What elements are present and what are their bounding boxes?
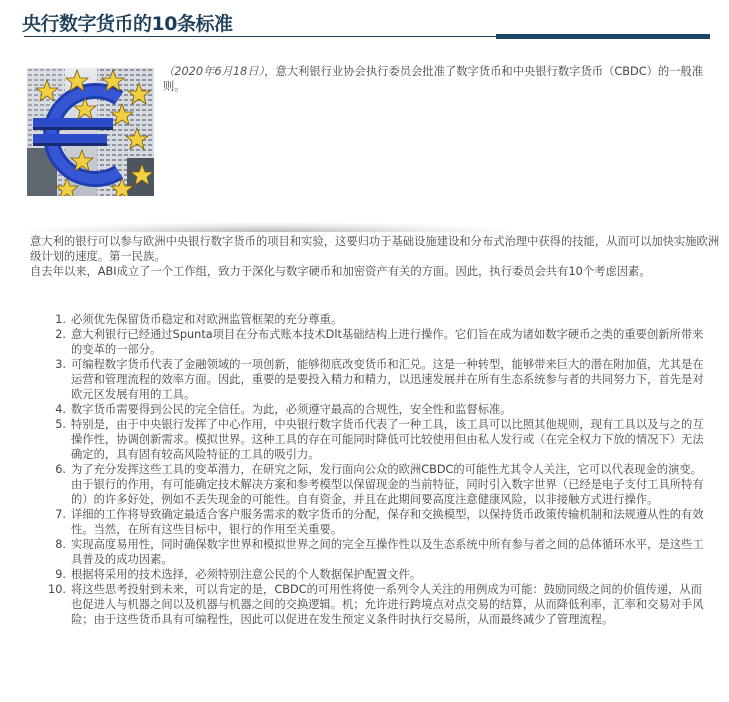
list-item	[30, 567, 710, 582]
item-number: 6.	[55, 463, 66, 476]
section-divider	[20, 222, 515, 232]
criteria-list	[30, 312, 710, 627]
list-item	[30, 312, 710, 327]
title-underline	[24, 36, 496, 37]
item-number: 7.	[55, 508, 66, 521]
item-number: 4.	[55, 403, 66, 416]
item-number: 1.	[55, 313, 66, 326]
item-text: 实现高度易用性，同时确保数字世界和模拟世界之间的完全互操作性以及生态系统中所有参与者之间的总体循环水平，是这些工具普及的成功因素。	[71, 538, 704, 566]
title-accent-bar	[496, 34, 710, 39]
item-text: 必须优先保留货币稳定和对欧洲监管框架的充分尊重。	[71, 313, 343, 326]
item-number: 2.	[55, 328, 66, 341]
body-text	[30, 234, 720, 279]
list-item	[30, 582, 710, 627]
euro-sign-image	[27, 68, 154, 196]
list-item	[30, 462, 710, 507]
page-title: 央行数字货币的10条标准	[22, 13, 233, 35]
item-number: 9.	[55, 568, 66, 581]
list-item	[30, 537, 710, 567]
item-number: 5.	[55, 418, 66, 431]
publish-date: （2020年6月18日）	[163, 65, 265, 78]
body-paragraph: 自去年以来，ABI成立了一个工作组，致力于深化与数字硬币和加密资产有关的方面。因此，执行委员会共有10个考虑因素。	[30, 265, 651, 278]
item-text: 为了充分发挥这些工具的变革潜力，在研究之际，发行面向公众的欧洲CBDC的可能性尤其令人关注，它可以代表现金的演变。由于银行的作用，有可能确定技术解决方案和参考模型以保留现金的当前特征，同时引入数字世界（已经是电子支付工具所特有的）的许多好处，例如不丢失现金的可能性。自有资金，并且在此期间要高度注意健康风险，以非接触方式进行操作。	[71, 463, 704, 506]
list-item	[30, 402, 710, 417]
item-text: 意大利银行已经通过Spunta项目在分布式账本技术Dlt基础结构上进行操作。它们旨在成为诸如数字硬币之类的重要创新所带来的变革的一部分。	[71, 328, 704, 356]
item-number: 8.	[55, 538, 66, 551]
list-item	[30, 327, 710, 357]
item-text: 可编程数字货币代表了金融领域的一项创新，能够彻底改变货币和汇兑。这是一种转型，能够带来巨大的潜在附加值，尤其是在运营和管理流程的效率方面。因此，重要的是要投入精力和精力，以迅速发展并在所有生态系统参与者的共同努力下，首先是对欧元区发展有用的工具。	[71, 358, 704, 401]
body-paragraph: 意大利的银行可以参与欧洲中央银行数字货币的项目和实验，这要归功于基础设施建设和分布式治理中获得的技能，从而可以加快实施欧洲级计划的速度。第一民族。	[30, 235, 720, 263]
item-text: 将这些思考投射到未来，可以肯定的是，CBDC的可用性将使一系列令人关注的用例成为可能：鼓励同级之间的价值传递，从而也促进人与机器之间以及机器与机器之间的交换逻辑。机；允许进行跨境点对点交易的结算，从而降低利率，汇率和交易对手风险；由于这些货币具有可编程性，因此可以促进在发生预定义条件时执行交易所，从而最终减少了管理流程。	[71, 583, 704, 626]
list-item	[30, 507, 710, 537]
intro-paragraph	[163, 64, 715, 94]
item-text: 数字货币需要得到公民的完全信任。为此，必须遵守最高的合规性，安全性和监督标准。	[71, 403, 512, 416]
item-text: 详细的工作将导致确定最适合客户服务需求的数字货币的分配，保存和交换模型，以保持货币政策传输机制和法规遵从性的有效性。当然，在所有这些目标中，银行的作用至关重要。	[71, 508, 704, 536]
list-item	[30, 417, 710, 462]
item-text: 特别是，由于中央银行发挥了中心作用，中央银行数字货币代表了一种工具，该工具可以比照其他规则，现有工具以及与之的互操作性，协调创新需求。模拟世界。这种工具的存在可能同时降低可比较使用但由私人发行或（在完全权力下放的情况下）无法确定的，具有固有较高风险特征的工具的吸引力。	[71, 418, 704, 461]
item-number: 10.	[48, 583, 66, 596]
item-text: 根据将采用的技术选择，必须特别注意公民的个人数据保护配置文件。	[71, 568, 422, 581]
list-item	[30, 357, 710, 402]
item-number: 3.	[55, 358, 66, 371]
intro-text: ，意大利银行业协会执行委员会批准了数字货币和中央银行数字货币（CBDC）的一般准则。	[163, 65, 704, 93]
